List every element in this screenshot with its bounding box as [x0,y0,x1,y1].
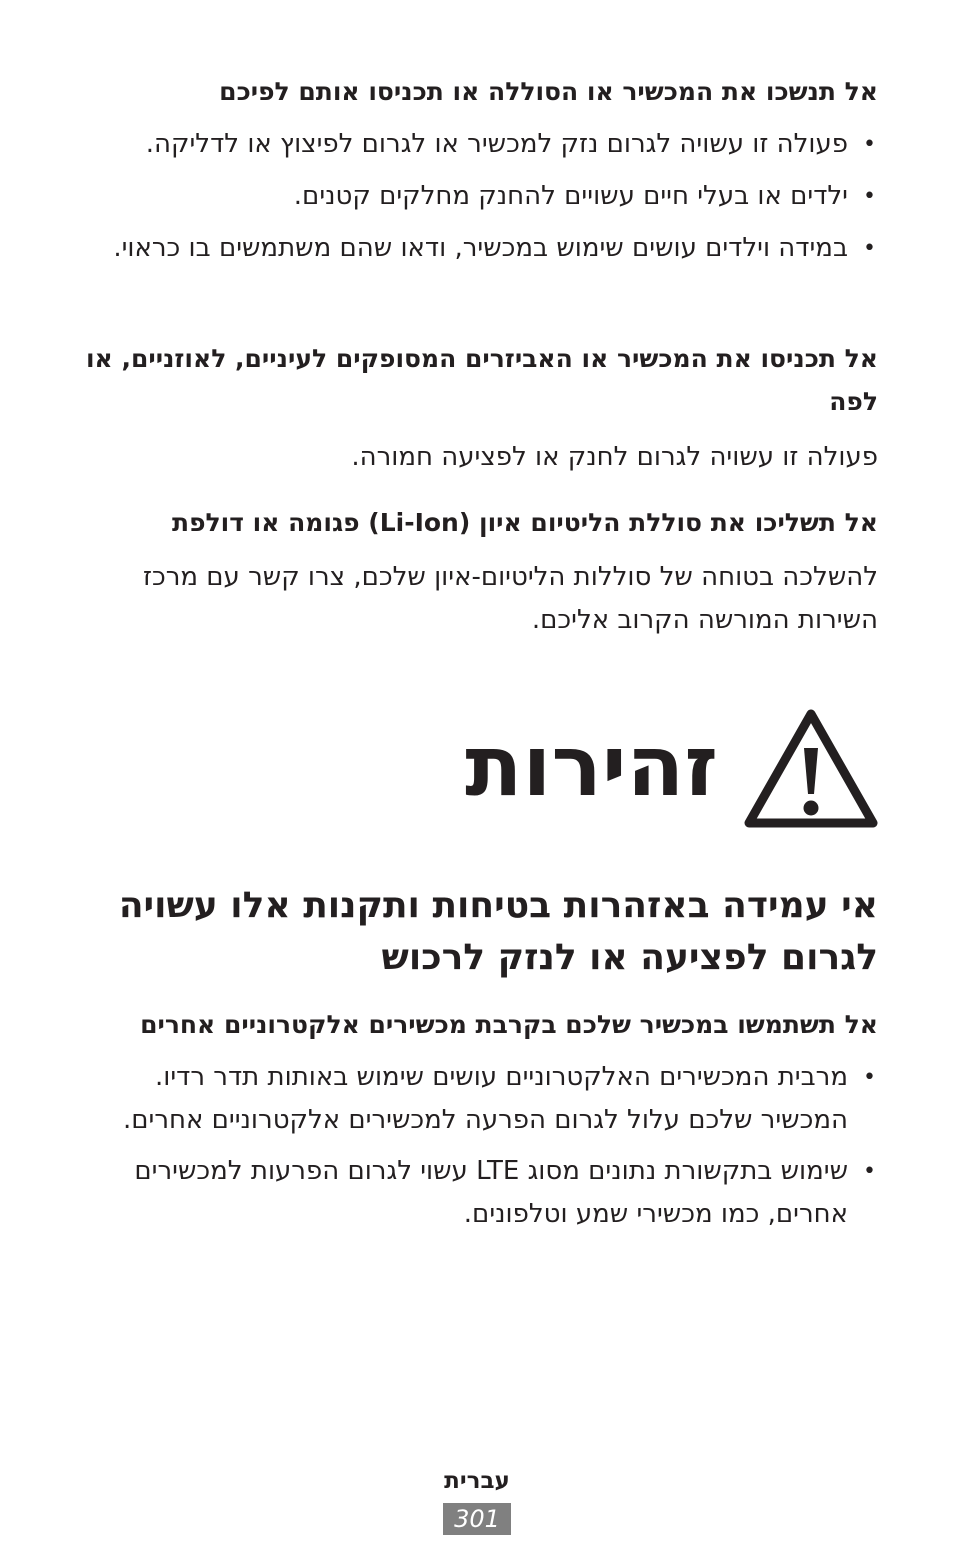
list-item: • במידה וילדים עושים שימוש במכשיר, ודאו שהם משתמשים בו כראוי. [68,227,878,270]
bullet-icon: • [863,132,876,157]
section-no-insert [68,337,878,479]
list-item: • פעולה זו עשויה לגרום נזק למכשיר או לגרום לפיצוץ או לדליקה. [68,123,878,166]
page-number: 301 [443,1503,511,1535]
main-heading: אי עמידה באזהרות בטיחות ותקנות אלו עשויה לגרום לפציעה או לנזק לרכוש [118,885,878,978]
list-item: • שימוש בתקשורת נתונים מסוג LTE עשוי לגרום הפרעות למכשירים אחרים, כמו מכשירי שמע וטלפונים. [68,1150,878,1236]
section-heading: אל תשתמשו במכשיר שלכם בקרבת מכשירים אלקטרוניים אחרים [140,1010,878,1039]
section-heading: אל תנשכו את המכשיר או הסוללה או תכניסו אותם לפיכם [219,77,878,106]
caution-header [380,698,880,838]
bullet-list [68,1056,878,1236]
caution-title: זהירות [465,717,718,815]
bullet-icon: • [863,1065,876,1090]
section-electronics [68,1003,878,1244]
list-item: • ילדים או בעלי חיים עשויים להחנק מחלקים קטנים. [68,175,878,218]
section-no-biting [68,70,878,270]
bullet-icon: • [863,1159,876,1184]
section-heading: אל תשליכו את סוללת הליטיום איון (Li-Ion) פגומה או דולפת [172,508,878,537]
section-heading: אל תכניסו את המכשיר או האביזרים המסופקים לעיניים, לאוזניים, או לפה [85,344,878,416]
list-item: • מרבית המכשירים האלקטרוניים עושים שימוש באותות תדר רדיו. המכשיר שלכם עלול לגרום הפרעה למכשירים אלקטרוניים אחרים. [68,1056,878,1142]
footer-language: עברית [444,1468,510,1494]
section-text: להשלכה בטוחה של סוללות הליטיום-איון שלכם, צרו קשר עם מרכז השירות המורשה הקרוב אליכם. [142,562,878,635]
warning-triangle-icon [742,706,880,830]
bullet-icon: • [863,236,876,261]
section-battery-disposal [68,501,878,642]
section-text: פעולה זו עשויה לגרום לחנק או לפציעה חמורה. [351,442,878,472]
bullet-list [68,123,878,270]
bullet-icon: • [863,184,876,209]
